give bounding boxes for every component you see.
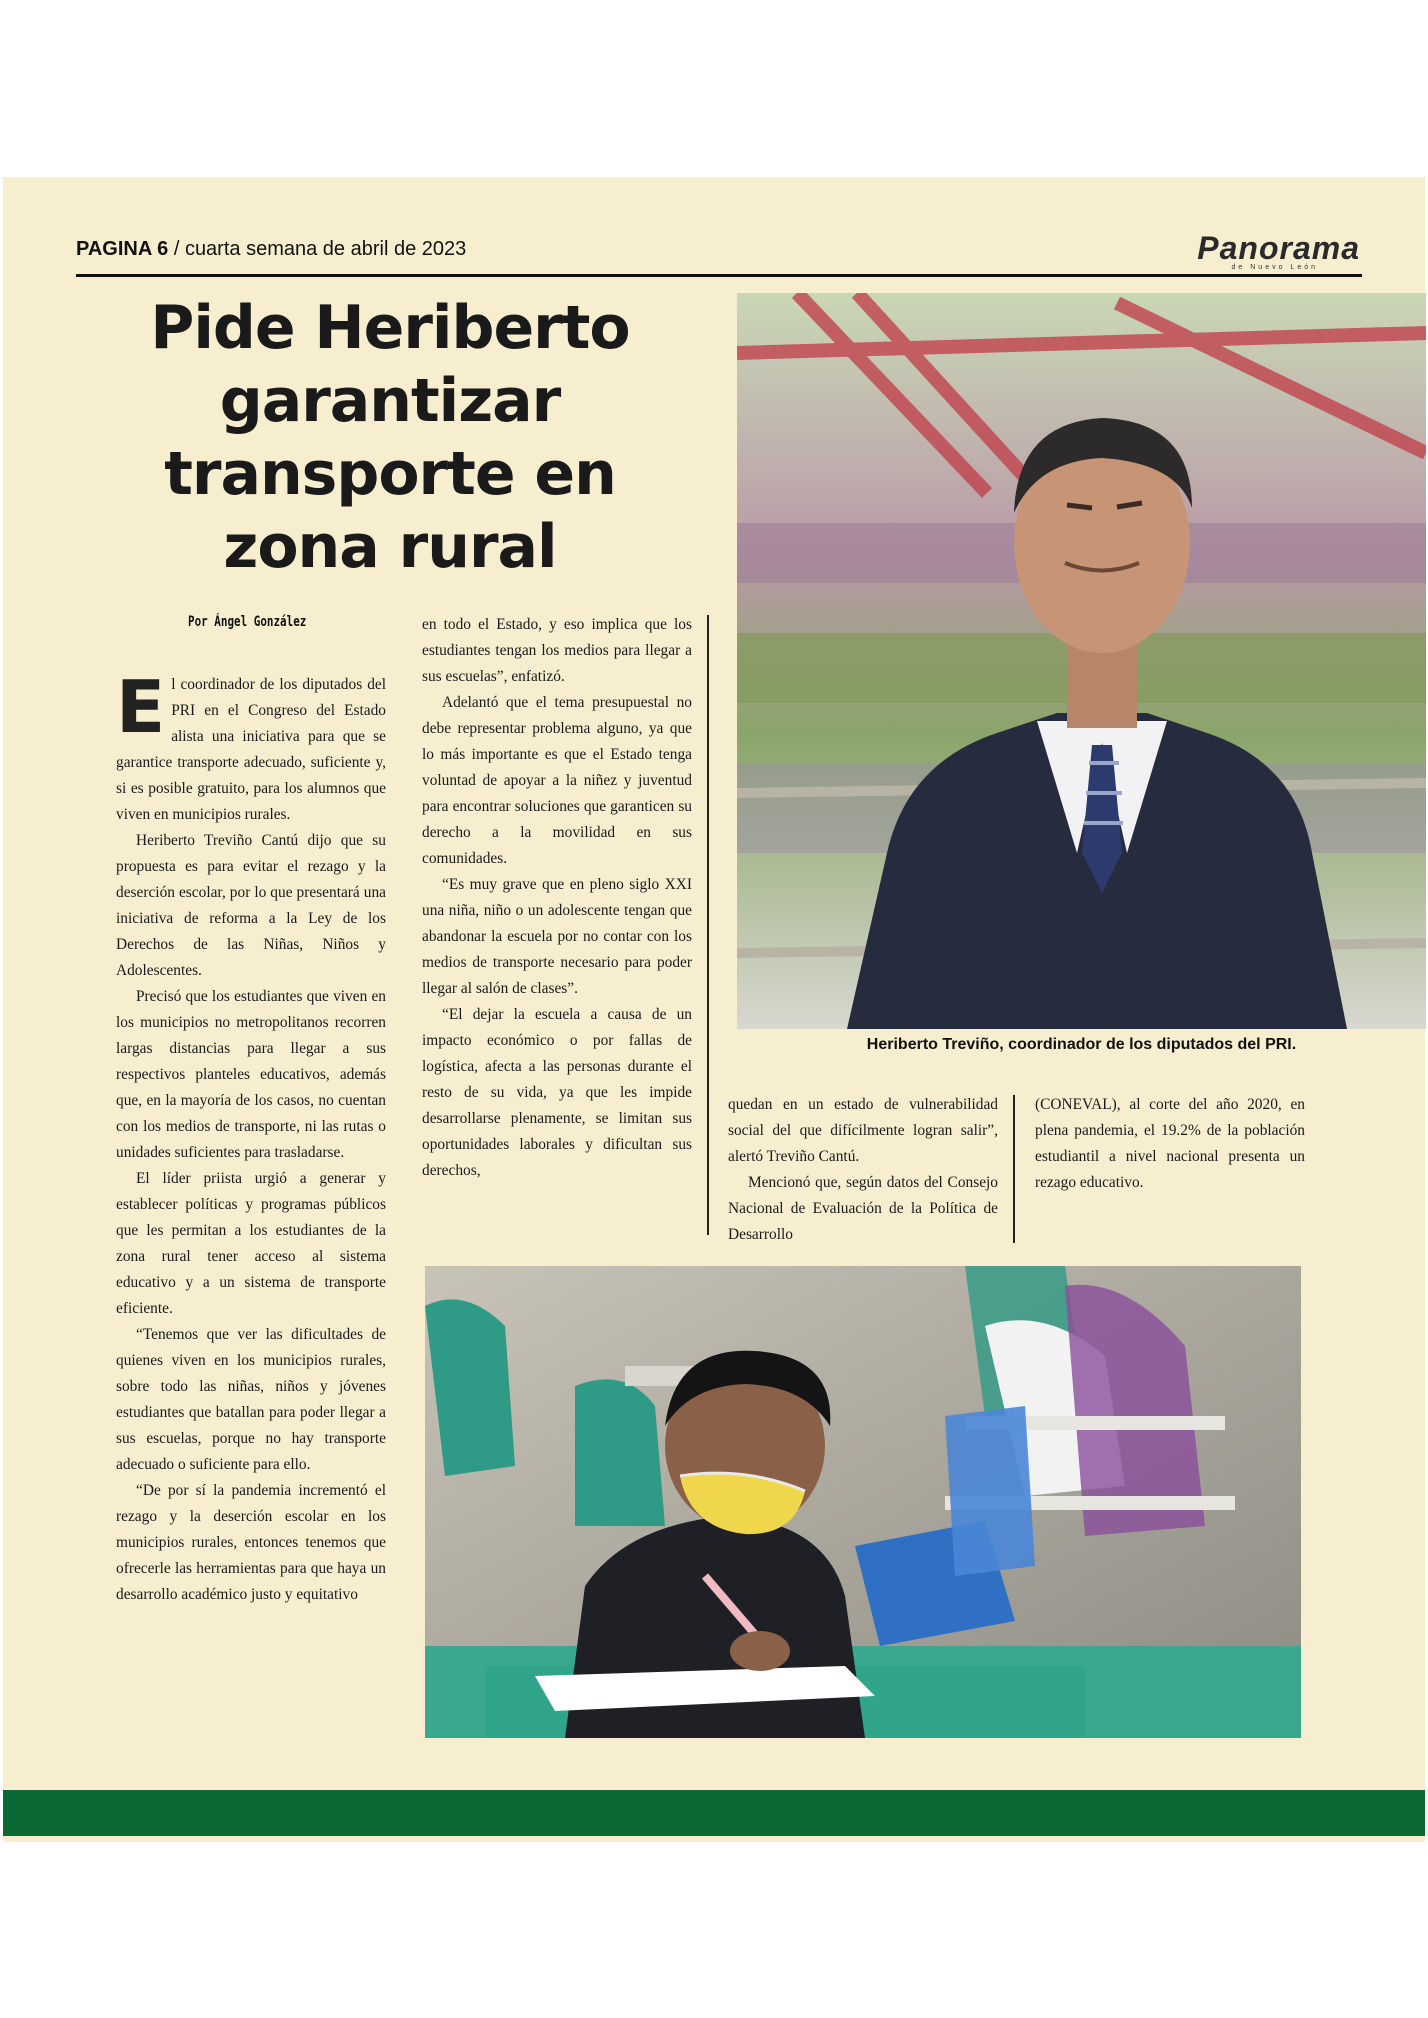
headline [90, 292, 690, 584]
headline-line: transporte en [164, 439, 616, 509]
headline-line: Pide Heriberto [150, 293, 630, 363]
panorama-logo [1160, 232, 1360, 270]
article-column-4 [1035, 1092, 1305, 1196]
photo-caption: Heriberto Treviño, coordinador de los diputados del PRI. [866, 1036, 1297, 1053]
drop-cap: E [116, 665, 166, 749]
headline-line: zona rural [223, 512, 557, 582]
paragraph [116, 665, 386, 828]
article-column-3 [728, 1092, 998, 1248]
paragraph-text: l coordinador de los diputados del PRI en el Congreso del Estado alista una iniciativa para que se garantice transporte adecuado, suficiente y, si es posible gratuito, para los alumnos que viven en municipios rurales. [116, 676, 386, 823]
article-column-2 [422, 612, 692, 1184]
footer-band [3, 1790, 1425, 1836]
student-classroom-photo [425, 1266, 1301, 1738]
headline-line: garantizar [219, 366, 561, 436]
article-column-1 [116, 665, 386, 1608]
paragraph: Precisó que los estudiantes que viven en los municipios no metropolitanos recorren largas distancias para llegar a sus respectivos planteles educativos, además que, en la mayoría de los casos, no cuentan con los medios de transporte, ni las rutas o unidades suficientes para trasladarse. [116, 988, 386, 1161]
column-rule [707, 615, 709, 1235]
heriberto-photo [737, 293, 1426, 1029]
paragraph: Mencionó que, según datos del Consejo Nacional de Evaluación de la Política de Desarrollo [728, 1174, 998, 1243]
header-separator: / [173, 238, 180, 260]
page-number: PAGINA 6 [76, 238, 169, 260]
paragraph: quedan en un estado de vulnerabilidad social del que difícilmente logran salir”, alertó Treviño Cantú. [728, 1096, 998, 1165]
byline: Por Ángel González [188, 614, 307, 630]
column-rule [1013, 1095, 1015, 1243]
paragraph: Adelantó que el tema presupuestal no debe representar problema alguno, ya que lo más importante es que el Estado tenga voluntad de apoyar a la niñez y juventud para encontrar soluciones que garanticen su derecho a la movilidad en sus comunidades. [422, 694, 692, 867]
page-header [76, 230, 1362, 277]
paragraph: Heriberto Treviño Cantú dijo que su propuesta es para evitar el rezago y la deserción escolar, por lo que presentará una iniciativa de reforma a la Ley de los Derechos de las Niñas, Niños y Adolescentes. [116, 832, 386, 979]
logo-name: Panorama [1197, 230, 1360, 266]
paragraph: “Tenemos que ver las dificultades de quienes viven en los municipios rurales, sobre todo las niñas, niños y jóvenes estudiantes que batallan para poder llegar a sus escuelas, porque no hay transporte adecuado o suficiente para ello. [116, 1326, 386, 1473]
page-header-left [76, 238, 466, 261]
paragraph: “De por sí la pandemia incrementó el rezago y la deserción escolar en los municipios rurales, entonces tenemos que ofrecerle las herramientas para que haya un desarrollo académico justo y equitativo [116, 1482, 386, 1603]
portrait-illustration [737, 293, 1426, 1029]
logo-subtitle: de Nuevo León [1231, 264, 1318, 271]
paragraph: El líder priista urgió a generar y establecer políticas y programas públicos que les permitan a los estudiantes de la zona rural tener acceso al sistema educativo y a un sistema de transporte eficiente. [116, 1170, 386, 1317]
paragraph: “Es muy grave que en pleno siglo XXI una niña, niño o un adolescente tengan que abandonar la escuela por no contar con los medios de transporte necesario para poder llegar al salón de clases”. [422, 876, 692, 997]
paragraph: “El dejar la escuela a causa de un impacto económico o por fallas de logística, afecta a las personas durante el resto de su vida, ya que les impide desarrollarse plenamente, se limitan sus oportunidades laborales y dificultan sus derechos, [422, 1006, 692, 1179]
paragraph: en todo el Estado, y eso implica que los estudiantes tengan los medios para llegar a sus escuelas”, enfatizó. [422, 616, 692, 685]
paragraph: (CONEVAL), al corte del año 2020, en plena pandemia, el 19.2% de la población estudiantil a nivel nacional presenta un rezago educativo. [1035, 1096, 1305, 1191]
issue-date: cuarta semana de abril de 2023 [184, 238, 467, 260]
classroom-illustration [425, 1266, 1301, 1738]
